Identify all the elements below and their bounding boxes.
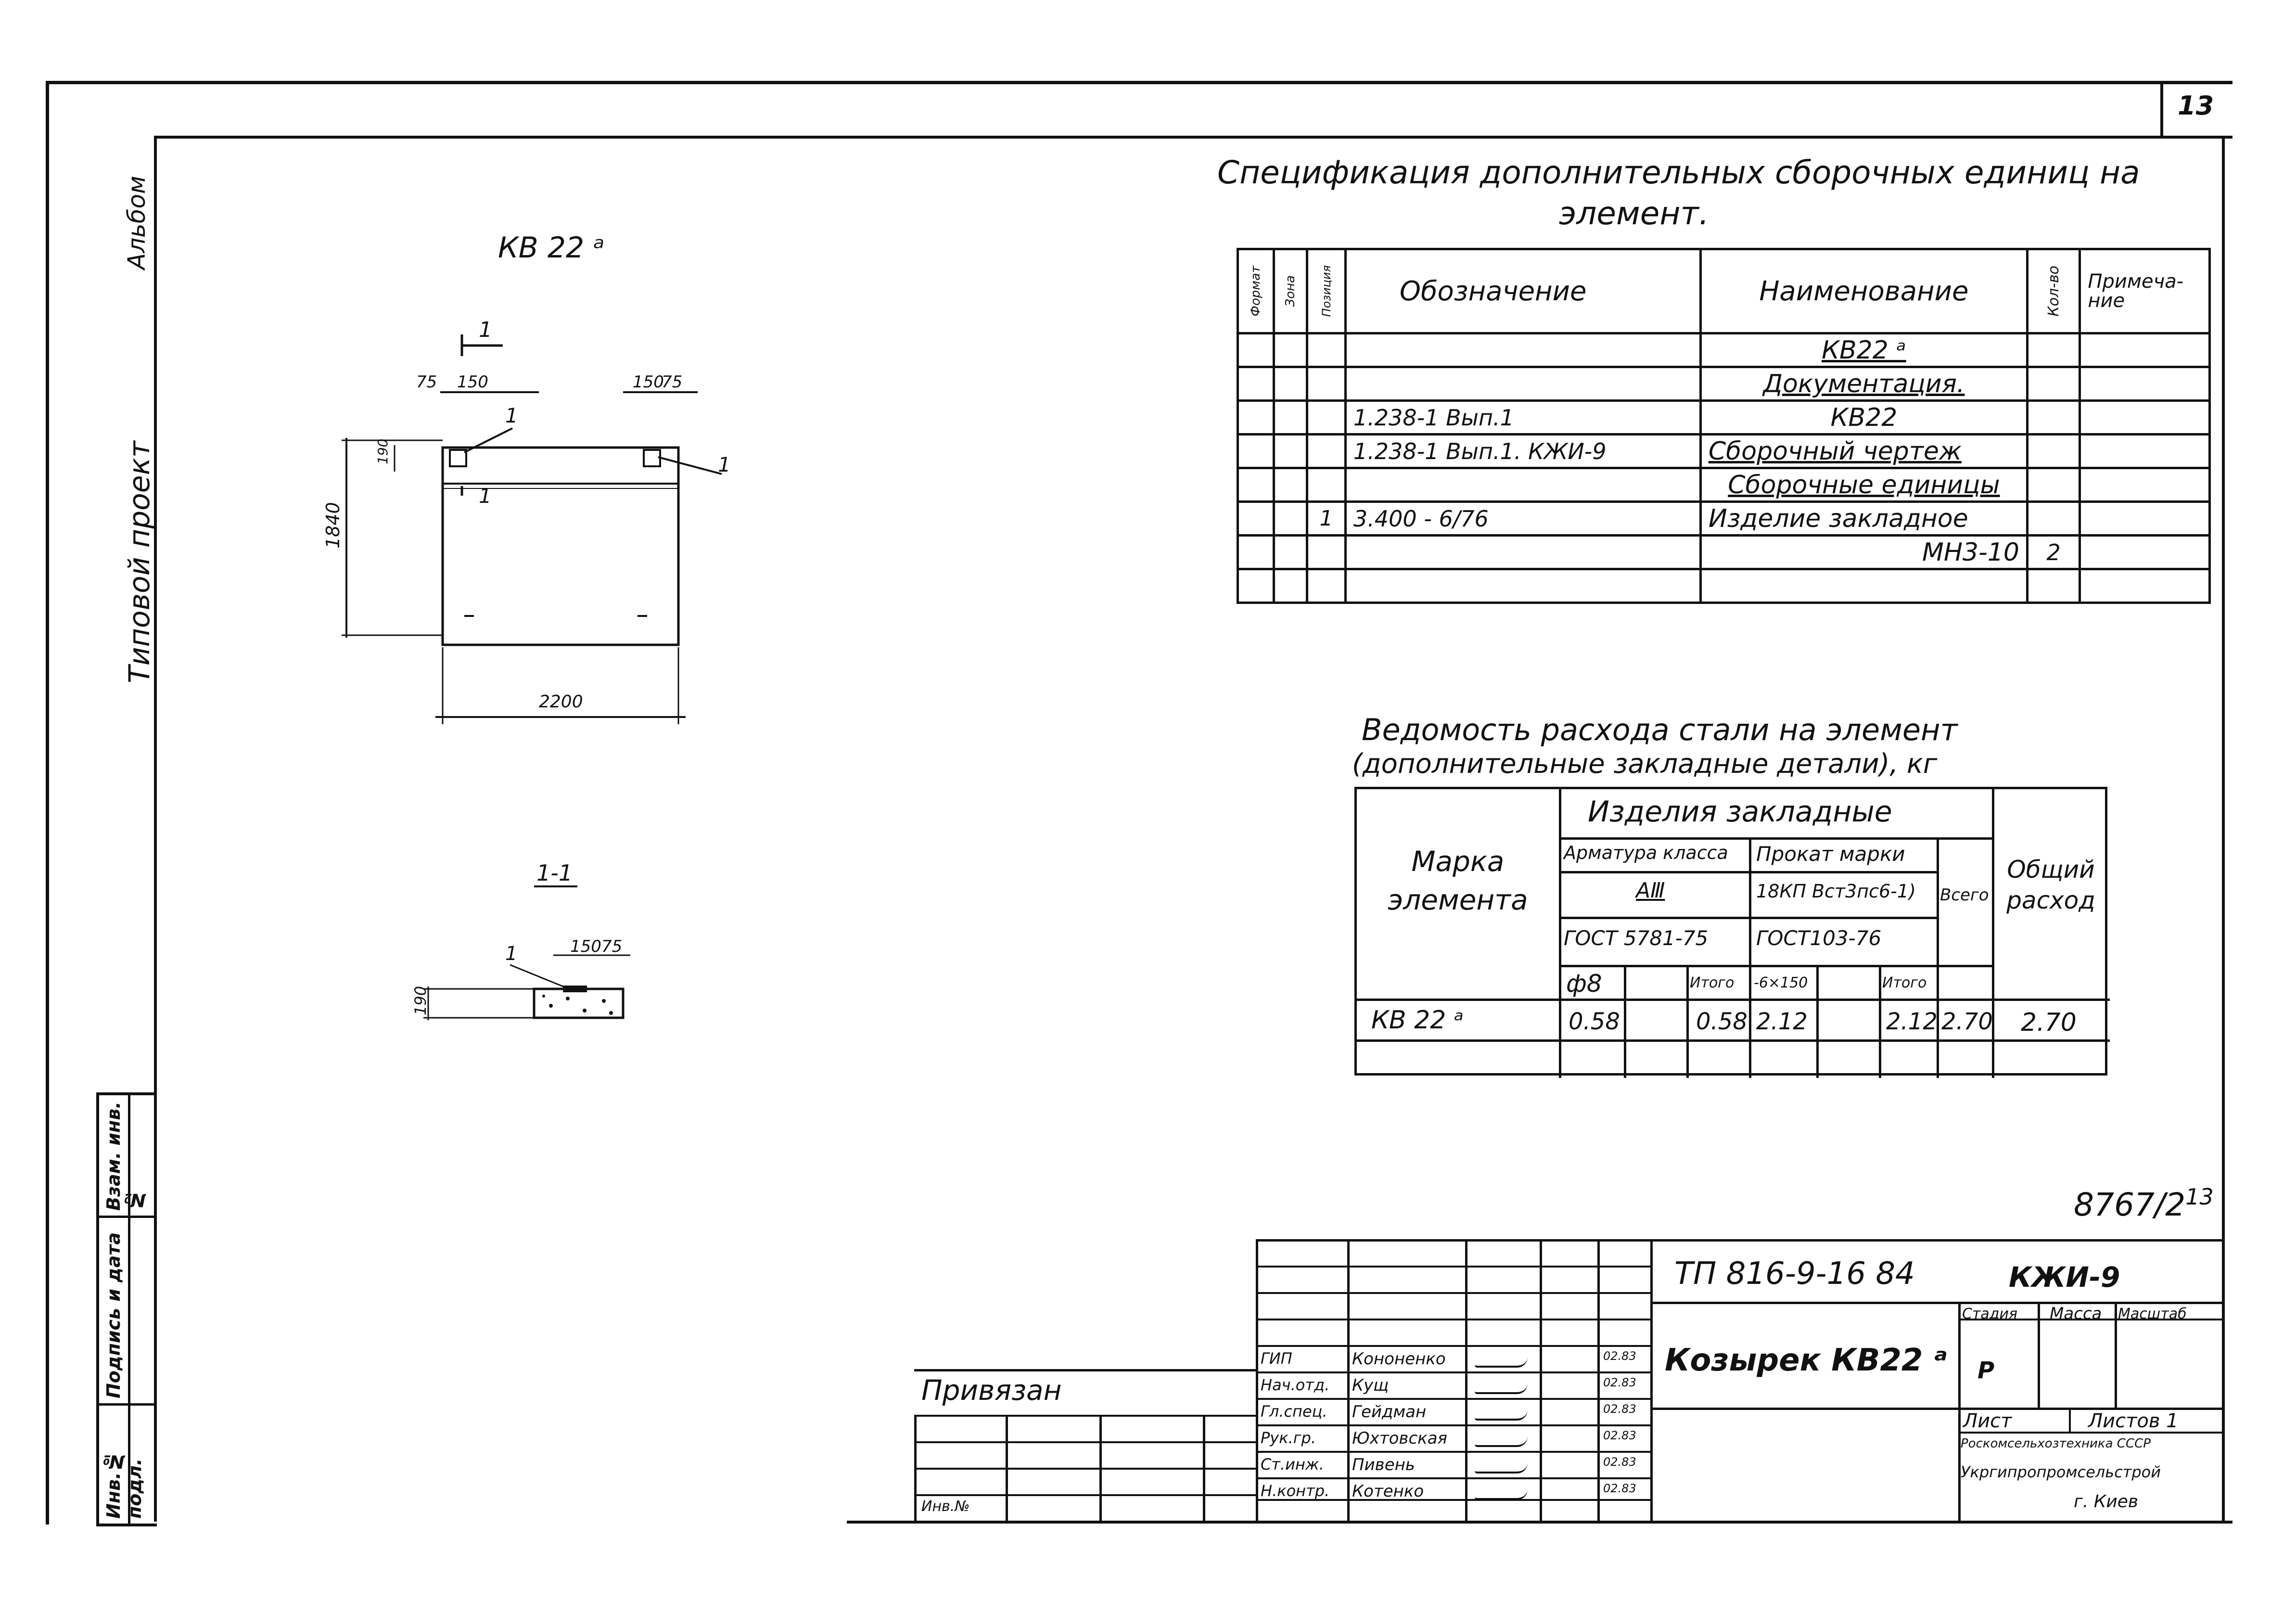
inv-label: Инв.№ bbox=[921, 1498, 970, 1515]
tb-person-name: Кущ bbox=[1352, 1376, 1389, 1395]
spec-h-zone: Зона bbox=[1274, 249, 1307, 333]
spec-cell-code bbox=[1345, 367, 1700, 401]
dim-top-right: 150 bbox=[633, 372, 664, 392]
spec-cell-pos bbox=[1307, 435, 1346, 468]
tb-person-role: Нач.отд. bbox=[1261, 1376, 1330, 1394]
spec-cell-empty bbox=[1238, 468, 1274, 502]
spec-cell-code bbox=[1345, 536, 1700, 569]
tb-stadiya: Стадия bbox=[1962, 1306, 2018, 1322]
tb-listov: Листов 1 bbox=[2088, 1410, 2179, 1432]
tb-person-date: 02.83 bbox=[1603, 1349, 1636, 1363]
steel-group: Изделия закладные bbox=[1588, 795, 1892, 829]
inner-frame-bottom bbox=[847, 1521, 2232, 1524]
spec-cell-name bbox=[1700, 435, 2027, 468]
spec-cell-pos-text: 1 bbox=[1319, 506, 1333, 531]
dim-height: 1840 bbox=[322, 502, 344, 549]
steel-row-v6: 2.12 bbox=[1886, 1008, 1938, 1035]
spec-cell-pos bbox=[1307, 502, 1346, 536]
spec-cell-empty bbox=[1238, 367, 1274, 401]
spec-cell-empty bbox=[1238, 435, 1274, 468]
spec-table bbox=[1237, 248, 2211, 604]
tb-massa: Масса bbox=[2050, 1304, 2102, 1323]
tb-person-name: Пивень bbox=[1352, 1455, 1415, 1474]
steel-sub2-gost: ГОСТ103-76 bbox=[1756, 926, 1882, 950]
section-title: 1-1 bbox=[536, 860, 573, 886]
tb-person-date: 02.83 bbox=[1603, 1482, 1636, 1495]
steel-row-v3: 0.58 bbox=[1696, 1008, 1748, 1035]
spec-cell-pos bbox=[1307, 569, 1346, 603]
section-dim-b: 75 bbox=[601, 937, 623, 956]
spec-row bbox=[1238, 401, 2210, 435]
spec-cell-name-text: Изделие закладное bbox=[1708, 504, 1968, 533]
spec-h-qty: Кол-во bbox=[2027, 249, 2079, 333]
tb-doc-type: КЖИ-9 bbox=[2009, 1261, 2120, 1294]
spec-cell-empty bbox=[1238, 401, 1274, 435]
tb-person-role: Ст.инж. bbox=[1261, 1455, 1324, 1473]
spec-cell-name bbox=[1700, 569, 2027, 603]
spec-cell-qty bbox=[2027, 468, 2079, 502]
spec-cell-name-text: МН3-10 bbox=[1922, 538, 2019, 567]
spec-cell-name-text: КВ22 ᵃ bbox=[1822, 335, 1906, 365]
spec-cell-empty bbox=[2080, 401, 2210, 435]
spec-cell-empty bbox=[2080, 536, 2210, 569]
steel-title-line1: Ведомость расхода стали на элемент bbox=[1362, 712, 1958, 747]
tb-org1: Роскомсельхозтехника СССР bbox=[1961, 1436, 2151, 1451]
spec-cell-qty bbox=[2027, 569, 2079, 603]
dim-width: 2200 bbox=[539, 692, 583, 712]
tb-org2: Укргипропромсельстрой bbox=[1961, 1463, 2161, 1481]
signature bbox=[1475, 1383, 1528, 1394]
steel-row-v4: 2.12 bbox=[1756, 1008, 1808, 1035]
spec-cell-empty bbox=[1274, 435, 1307, 468]
spec-cell-pos bbox=[1307, 401, 1346, 435]
corner-number: 13 bbox=[2178, 90, 2214, 121]
project-label: Типовой проект bbox=[123, 441, 156, 683]
spec-cell-code bbox=[1345, 435, 1700, 468]
inner-frame-top bbox=[154, 136, 2232, 139]
tb-person-date: 02.83 bbox=[1603, 1402, 1636, 1416]
spec-row bbox=[1238, 435, 2210, 468]
spec-cell-pos bbox=[1307, 468, 1346, 502]
spec-cell-empty bbox=[1238, 333, 1274, 367]
spec-cell-code bbox=[1345, 333, 1700, 367]
spec-cell-name-text: Сборочные единицы bbox=[1728, 470, 2000, 500]
spec-cell-code-text: 3.400 - 6/76 bbox=[1353, 505, 1489, 532]
section-marker: 1 bbox=[505, 943, 518, 965]
spec-cell-name-text: КВ22 bbox=[1830, 403, 1898, 432]
spec-cell-name-text: Документация. bbox=[1763, 369, 1965, 398]
spec-cell-qty bbox=[2027, 367, 2079, 401]
tb-person-date: 02.83 bbox=[1603, 1455, 1636, 1469]
stamp-inv-podl: Инв.№ подл. bbox=[103, 1451, 145, 1519]
spec-row bbox=[1238, 468, 2210, 502]
spec-row bbox=[1238, 569, 2210, 603]
plan-title: КВ 22 ᵃ bbox=[498, 231, 605, 265]
dim-small-height: 190 bbox=[375, 438, 391, 464]
plan-marker-top: 1 bbox=[479, 318, 492, 342]
steel-sub2-mark: 18КП Вст3пс6-1) bbox=[1756, 881, 1916, 902]
spec-cell-empty bbox=[2080, 333, 2210, 367]
steel-row-v1: 0.58 bbox=[1569, 1008, 1620, 1035]
tb-person-date: 02.83 bbox=[1603, 1376, 1636, 1389]
spec-row bbox=[1238, 367, 2210, 401]
signature bbox=[1475, 1410, 1528, 1421]
steel-sub1-gost: ГОСТ 5781-75 bbox=[1564, 926, 1709, 950]
tb-person-role: Гл.спец. bbox=[1261, 1402, 1327, 1421]
spec-cell-empty bbox=[1274, 367, 1307, 401]
spec-h-code: Обозначение bbox=[1345, 249, 1700, 333]
spec-cell-qty bbox=[2027, 502, 2079, 536]
spec-h-name: Наименование bbox=[1700, 249, 2027, 333]
drawing-section bbox=[409, 852, 674, 1044]
steel-sub2: Прокат марки bbox=[1756, 842, 1905, 866]
spec-cell-empty bbox=[2080, 367, 2210, 401]
stamp-vzam: Взам. инв.№ bbox=[103, 1102, 145, 1211]
title-block bbox=[1256, 1239, 2223, 1521]
spec-cell-empty bbox=[2080, 435, 2210, 468]
spec-h-pos: Позиция bbox=[1307, 249, 1346, 333]
stamp-podpis: Подпись и дата bbox=[103, 1232, 124, 1398]
spec-cell-name bbox=[1700, 502, 2027, 536]
album-label: Альбом bbox=[123, 176, 151, 269]
spec-cell-empty bbox=[2080, 569, 2210, 603]
spec-cell-name bbox=[1700, 401, 2027, 435]
steel-row-general: 2.70 bbox=[2021, 1008, 2077, 1037]
steel-sub1-class: АⅢ bbox=[1636, 878, 1665, 903]
spec-cell-pos bbox=[1307, 536, 1346, 569]
tb-person-name: Юхтовская bbox=[1352, 1429, 1447, 1448]
spec-cell-code bbox=[1345, 569, 1700, 603]
outer-frame-left bbox=[46, 81, 49, 1524]
steel-col-general: Общий расход bbox=[2006, 856, 2095, 914]
spec-cell-name bbox=[1700, 367, 2027, 401]
spec-cell-empty bbox=[1238, 536, 1274, 569]
dim-top-left2: 150 bbox=[457, 372, 488, 392]
spec-cell-qty bbox=[2027, 333, 2079, 367]
spec-cell-pos bbox=[1307, 333, 1346, 367]
plan-marker-a: 1 bbox=[505, 404, 518, 427]
spec-row bbox=[1238, 333, 2210, 367]
spec-cell-name bbox=[1700, 468, 2027, 502]
tb-list: Лист bbox=[1963, 1410, 2012, 1432]
privyazan-block bbox=[914, 1369, 1256, 1521]
steel-col-total: Всего bbox=[1940, 885, 1989, 905]
spec-cell-empty bbox=[1274, 468, 1307, 502]
tb-person-date: 02.83 bbox=[1603, 1429, 1636, 1442]
spec-cell-empty bbox=[2080, 468, 2210, 502]
spec-h-format: Формат bbox=[1238, 249, 1274, 333]
steel-title-line2: (дополнительные закладные детали), кг bbox=[1352, 748, 1938, 780]
tb-person-name: Кононенко bbox=[1352, 1349, 1446, 1369]
tb-stadiya-val: Р bbox=[1977, 1357, 1995, 1384]
plan-marker-b: 1 bbox=[718, 453, 731, 476]
spec-cell-qty-text: 2 bbox=[2046, 539, 2061, 565]
steel-cell-plate: -6×150 bbox=[1754, 974, 1808, 991]
steel-col-mark: Марка элемента bbox=[1388, 845, 1528, 916]
section-dim-a: 150 bbox=[570, 937, 601, 956]
spec-cell-name bbox=[1700, 536, 2027, 569]
section-dim-h: 190 bbox=[411, 986, 430, 1015]
spec-cell-pos bbox=[1307, 367, 1346, 401]
spec-cell-code bbox=[1345, 502, 1700, 536]
steel-cell-itogo2: Итого bbox=[1882, 974, 1927, 991]
steel-table bbox=[1354, 787, 2107, 1076]
spec-cell-name bbox=[1700, 333, 2027, 367]
signature bbox=[1475, 1463, 1528, 1473]
tb-masshtab: Масштаб bbox=[2118, 1306, 2187, 1322]
drawing-plan bbox=[313, 231, 794, 770]
spec-cell-qty bbox=[2027, 401, 2079, 435]
spec-row bbox=[1238, 502, 2210, 536]
spec-cell-qty bbox=[2027, 435, 2079, 468]
tb-person-role: ГИП bbox=[1261, 1349, 1292, 1368]
spec-row bbox=[1238, 536, 2210, 569]
dim-top-left: 75 bbox=[416, 372, 437, 392]
tb-person-role: Рук.гр. bbox=[1261, 1429, 1316, 1447]
plan-marker-bottom: 1 bbox=[479, 484, 492, 508]
dim-top-right2: 75 bbox=[662, 372, 683, 392]
spec-cell-empty bbox=[1274, 401, 1307, 435]
left-stamp bbox=[96, 1092, 157, 1526]
privyazan-label: Привязан bbox=[921, 1374, 1062, 1407]
page-code: $8767/2^{13}$ bbox=[2074, 1184, 2214, 1223]
spec-cell-empty bbox=[1238, 569, 1274, 603]
spec-h-note: Примеча-ние bbox=[2080, 249, 2210, 333]
steel-row-total: 2.70 bbox=[1941, 1008, 1993, 1035]
spec-cell-empty bbox=[1238, 502, 1274, 536]
tb-person-name: Гейдман bbox=[1352, 1402, 1427, 1422]
steel-cell-d8: ф8 bbox=[1566, 970, 1602, 998]
signature bbox=[1475, 1357, 1528, 1368]
tb-person-name: Котенко bbox=[1352, 1482, 1424, 1501]
tb-org3: г. Киев bbox=[2074, 1492, 2139, 1512]
spec-cell-empty bbox=[1274, 569, 1307, 603]
signature bbox=[1475, 1489, 1528, 1500]
spec-cell-empty bbox=[1274, 502, 1307, 536]
spec-cell-code-text: 1.238-1 Вып.1 bbox=[1353, 404, 1514, 431]
spec-cell-empty bbox=[2080, 502, 2210, 536]
tb-person-role: Н.контр. bbox=[1261, 1482, 1330, 1500]
spec-cell-empty bbox=[1274, 536, 1307, 569]
tb-name: Козырек КВ22 ᵃ bbox=[1665, 1343, 1948, 1378]
spec-cell-code-text: 1.238-1 Вып.1. КЖИ-9 bbox=[1353, 438, 1607, 464]
steel-row-mark: КВ 22 ᵃ bbox=[1371, 1006, 1464, 1035]
spec-cell-code bbox=[1345, 468, 1700, 502]
outer-frame-top bbox=[46, 81, 2232, 84]
spec-title-line1: Спецификация дополнительных сборочных единиц на bbox=[1217, 154, 2140, 191]
spec-cell-name-text: Сборочный чертеж bbox=[1708, 436, 1962, 466]
signature bbox=[1475, 1436, 1528, 1447]
spec-cell-qty bbox=[2027, 536, 2079, 569]
spec-cell-empty bbox=[1274, 333, 1307, 367]
spec-cell-code bbox=[1345, 401, 1700, 435]
corner-number-box bbox=[2160, 81, 2225, 136]
tb-doc-code: ТП 816-9-16 84 bbox=[1674, 1256, 1915, 1292]
steel-cell-itogo1: Итого bbox=[1690, 974, 1735, 991]
spec-title-line2: элемент. bbox=[1559, 195, 1709, 232]
steel-sub1: Арматура класса bbox=[1564, 842, 1728, 863]
